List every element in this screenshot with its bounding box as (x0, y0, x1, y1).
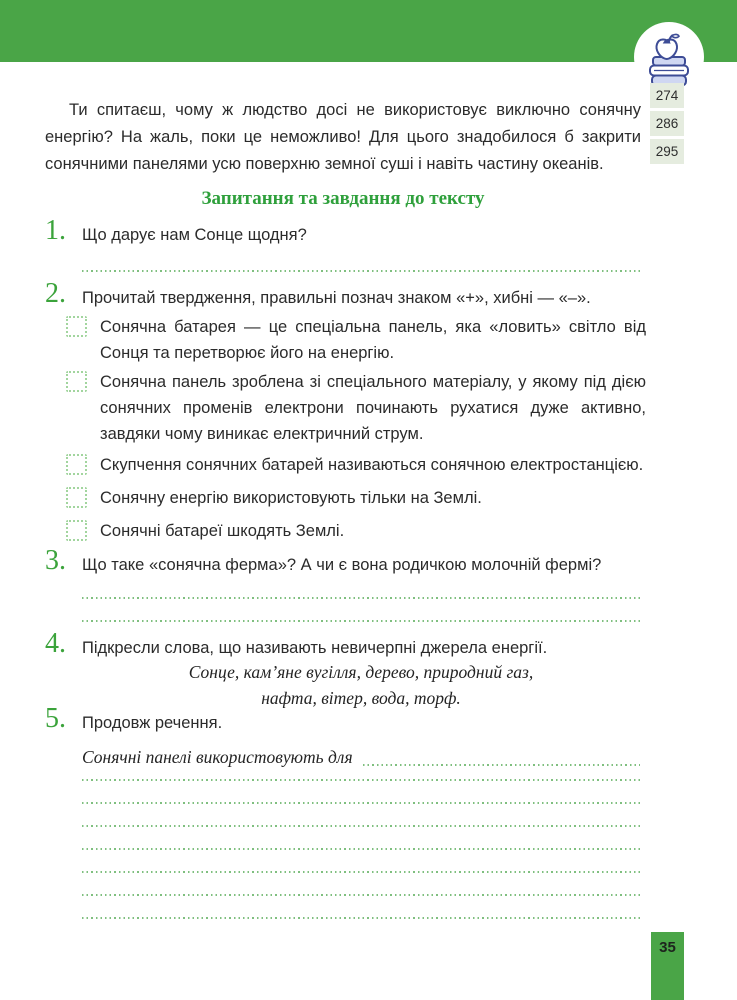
question-3-number: 3. (45, 545, 66, 576)
sentence-starter-text: Сонячні панелі використовують для (82, 747, 353, 767)
statement-text-1: Сонячна батарея — це спеціальна панель, яка «ловить» світло від Сонця та перетворює його на енергію. (100, 318, 646, 362)
answer-line[interactable] (82, 917, 640, 919)
header-badge (634, 22, 704, 92)
statement-text-2: Сонячна панель зроблена зі спеціального матеріалу, у якому під дією сонячних променів електрони починають рухатися дуже активно, завдяки чому виникає електричний струм. (100, 373, 646, 443)
statement-checkbox-3[interactable] (66, 454, 87, 475)
question-4-number: 4. (45, 628, 66, 659)
question-3-text: Що таке «сонячна ферма»? А чи є вона родичкою молочній фермі? (82, 556, 602, 574)
answer-line[interactable] (82, 848, 640, 850)
statement-checkbox-5[interactable] (66, 520, 87, 541)
question-5-text: Продовж речення. (82, 714, 223, 732)
line-number-badge: 274 (650, 83, 684, 108)
question-5-number: 5. (45, 703, 66, 734)
word-list[interactable] (82, 659, 640, 711)
question-5 (0, 703, 737, 736)
answer-line[interactable] (82, 894, 640, 896)
question-2-number: 2. (45, 278, 66, 309)
statement-checkbox-4[interactable] (66, 487, 87, 508)
question-2 (0, 278, 737, 311)
question-1 (0, 215, 737, 248)
line-number-badge: 295 (650, 139, 684, 164)
apple-on-books-icon (643, 27, 695, 87)
statement-text-4: Сонячну енергію використовують тільки на Землі. (100, 489, 482, 507)
section-heading: Запитання та завдання до тексту (201, 188, 485, 209)
answer-line[interactable] (82, 871, 640, 873)
word-list-line-1[interactable]: Сонце, кам’яне вугілля, дерево, природний газ, (188, 662, 534, 682)
line-number-badge: 286 (650, 111, 684, 136)
question-1-number: 1. (45, 215, 66, 246)
question-2-text: Прочитай твердження, правильні познач знаком «+», хибні — «–». (82, 289, 591, 307)
statement-checkbox-2[interactable] (66, 371, 87, 392)
page-number-badge: 35 (651, 932, 684, 1000)
question-4 (0, 628, 737, 661)
statement-text-3: Скупчення сонячних батарей називаються сонячною електростанцією. (100, 456, 644, 474)
answer-line[interactable] (82, 825, 640, 827)
answer-line[interactable] (82, 779, 640, 781)
statement-checkbox-1[interactable] (66, 316, 87, 337)
answer-line[interactable] (82, 270, 640, 272)
answer-line[interactable] (363, 744, 640, 766)
answer-line[interactable] (82, 620, 640, 622)
sentence-starter-row (82, 744, 640, 770)
word-list-line-2[interactable]: нафта, вітер, вода, торф. (261, 688, 461, 708)
line-number-column (650, 83, 684, 167)
question-1-text: Що дарує нам Сонце щодня? (82, 226, 307, 244)
intro-paragraph: Ти спитаєш, чому ж людство досі не використовує виключно сонячну енергію? На жаль, поки це неможливо! Для цього знадобилося б закрити сонячними панелями усю поверхню земної суші і навіть частину океанів. (45, 100, 641, 173)
question-3 (0, 545, 737, 578)
answer-line[interactable] (82, 597, 640, 599)
answer-line[interactable] (82, 802, 640, 804)
statement-text-5: Сонячні батареї шкодять Землі. (100, 522, 345, 540)
header-bar (0, 0, 737, 62)
question-4-text: Підкресли слова, що називають невичерпні джерела енергії. (82, 639, 548, 657)
